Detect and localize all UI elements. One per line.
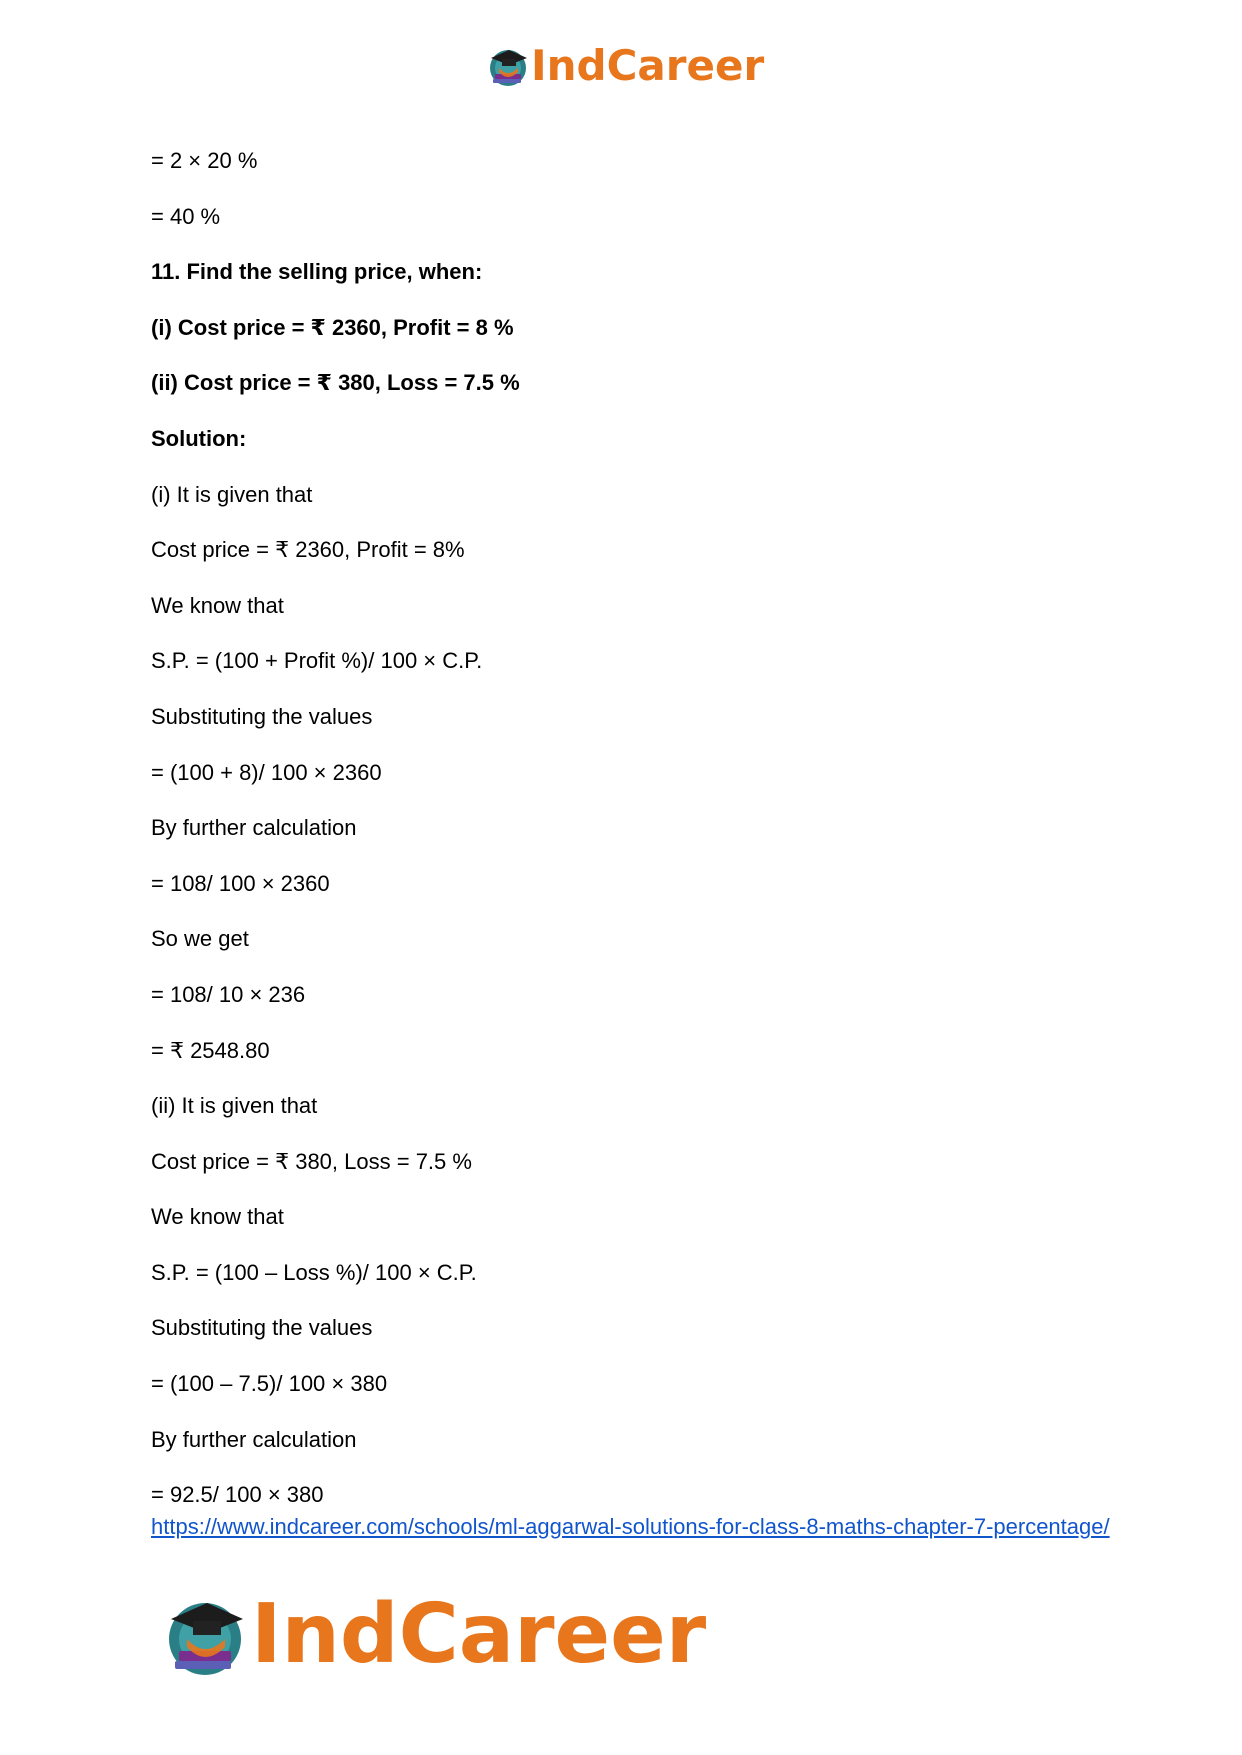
footer-logo — [163, 1587, 707, 1682]
solution-text-line: We know that — [151, 592, 284, 618]
solution-text-line: = 108/ 10 × 236 — [151, 981, 306, 1007]
question-text-line: (i) Cost price = ₹ 2360, Profit = 8 % — [151, 314, 514, 340]
solution-text-line: = 40 % — [151, 203, 221, 229]
brand-name: IndCareer — [531, 41, 765, 90]
graduation-cap-books-logo-icon — [163, 1591, 247, 1679]
solution-text-line: By further calculation — [151, 815, 357, 841]
solution-text-line: = ₹ 2548.80 — [151, 1037, 270, 1063]
question-text-line: (ii) Cost price = ₹ 380, Loss = 7.5 % — [151, 370, 520, 396]
solution-text-line: (i) It is given that — [151, 481, 313, 507]
solution-text-line: = (100 + 8)/ 100 × 2360 — [151, 759, 382, 785]
question-text-line: 11. Find the selling price, when: — [151, 259, 483, 285]
source-link[interactable]: https://www.indcareer.com/schools/ml-aggarwal-solutions-for-class-8-maths-chapter-7-percentage/ — [151, 1514, 1110, 1540]
solution-text-line: Cost price = ₹ 2360, Profit = 8% — [151, 537, 465, 563]
solution-text-line: = 108/ 100 × 2360 — [151, 870, 330, 896]
solution-text-line: S.P. = (100 + Profit %)/ 100 × C.P. — [151, 648, 483, 674]
solution-text-line: Substituting the values — [151, 703, 373, 729]
solution-text-line: Cost price = ₹ 380, Loss = 7.5 % — [151, 1148, 472, 1174]
footer-brand-name: IndCareer — [251, 1587, 707, 1682]
question-text-line: Solution: — [151, 425, 247, 451]
solution-text-line: = (100 – 7.5)/ 100 × 380 — [151, 1371, 388, 1397]
solution-text-line: S.P. = (100 – Loss %)/ 100 × C.P. — [151, 1259, 477, 1285]
header-logo — [487, 40, 764, 92]
document-body — [151, 148, 1111, 1542]
solution-text-line: Substituting the values — [151, 1315, 373, 1341]
graduation-cap-books-logo-icon — [487, 44, 529, 88]
solution-text-line: = 2 × 20 % — [151, 148, 258, 173]
solution-text-line: = 92.5/ 100 × 380 — [151, 1482, 324, 1508]
solution-text-line: We know that — [151, 1204, 284, 1230]
solution-text-line: By further calculation — [151, 1426, 357, 1452]
solution-text-line: (ii) It is given that — [151, 1093, 318, 1119]
solution-text-line: So we get — [151, 926, 249, 952]
